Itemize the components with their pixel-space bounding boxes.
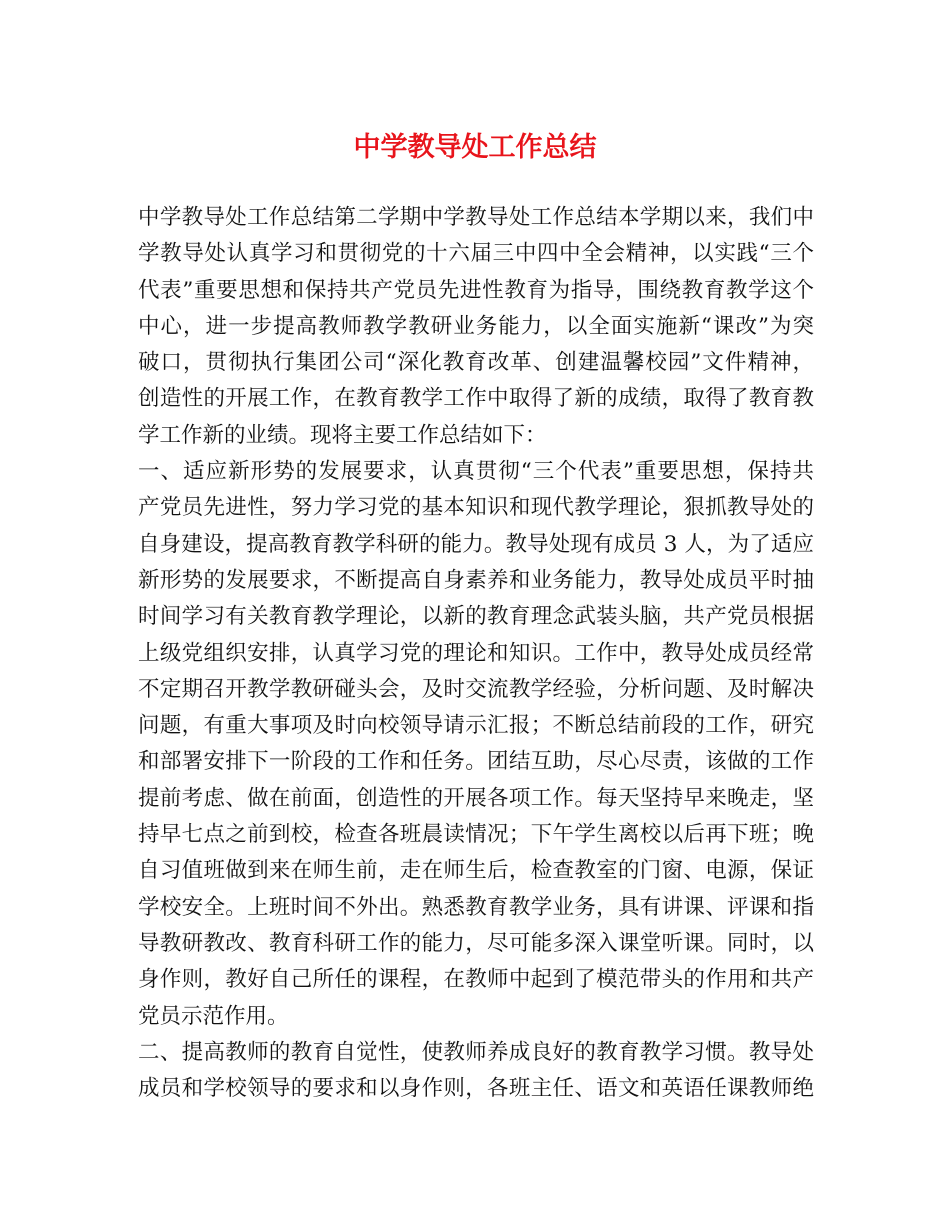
body-line: 成员和学校领导的要求和以身作则，各班主任、语文和英语任课教师绝 [138, 1076, 814, 1102]
body-line: 不定期召开教学教研碰头会，及时交流教学经验，分析问题、及时解决 [138, 676, 814, 702]
document-body [138, 200, 814, 1107]
body-line: 产党员先进性，努力学习党的基本知识和现代教学理论，狠抓教导处的 [138, 495, 814, 521]
body-line: 上级党组织安排，认真学习党的理论和知识。工作中，教导处成员经常 [138, 640, 814, 666]
body-line: 提前考虑、做在前面，创造性的开展各项工作。每天坚持早来晚走，坚 [138, 785, 814, 811]
body-line: 中心，进一步提高教师教学教研业务能力，以全面实施新“课改”为突 [138, 313, 814, 339]
body-line: 创造性的开展工作，在教育教学工作中取得了新的成绩，取得了教育教 [138, 386, 814, 412]
body-line: 问题，有重大事项及时向校领导请示汇报；不断总结前段的工作，研究 [138, 713, 814, 739]
body-line: 导教研教改、教育科研工作的能力，尽可能多深入课堂听课。同时，以 [138, 930, 814, 956]
body-line: 学教导处认真学习和贯彻党的十六届三中四中全会精神，以实践“三个 [138, 241, 814, 267]
body-line: 和部署安排下一阶段的工作和任务。团结互助，尽心尽责，该做的工作 [138, 749, 814, 775]
body-line: 自习值班做到来在师生前，走在师生后，检查教室的门窗、电源，保证 [138, 858, 814, 884]
body-line: 中学教导处工作总结第二学期中学教导处工作总结本学期以来，我们中 [138, 205, 814, 230]
document-title: 中学教导处工作总结 [353, 132, 597, 163]
body-line: 破口，贯彻执行集团公司“深化教育改革、创建温馨校园”文件精神， [138, 350, 814, 376]
body-line: 一、适应新形势的发展要求，认真贯彻“三个代表”重要思想，保持共 [138, 459, 814, 485]
body-line: 身作则，教好自己所任的课程，在教师中起到了模范带头的作用和共产 [138, 967, 814, 993]
body-line: 持早七点之前到校，检查各班晨读情况；下午学生离校以后再下班；晚 [138, 822, 814, 848]
body-line: 二、提高教师的教育自觉性，使教师养成良好的教育教学习惯。教导处 [138, 1039, 814, 1065]
body-line: 自身建设，提高教育教学科研的能力。教导处现有成员 3 人，为了适应 [138, 531, 814, 557]
body-line: 时间学习有关教育教学理论，以新的教育理念武装头脑，共产党员根据 [138, 604, 814, 630]
body-line: 党员示范作用。 [138, 1003, 289, 1029]
body-line: 学工作新的业绩。现将主要工作总结如下： [138, 422, 547, 448]
body-line: 新形势的发展要求，不断提高自身素养和业务能力，教导处成员平时抽 [138, 567, 814, 593]
body-line: 学校安全。上班时间不外出。熟悉教育教学业务，具有讲课、评课和指 [138, 894, 814, 920]
body-line: 代表”重要思想和保持共产党员先进性教育为指导，围绕教育教学这个 [138, 277, 814, 303]
